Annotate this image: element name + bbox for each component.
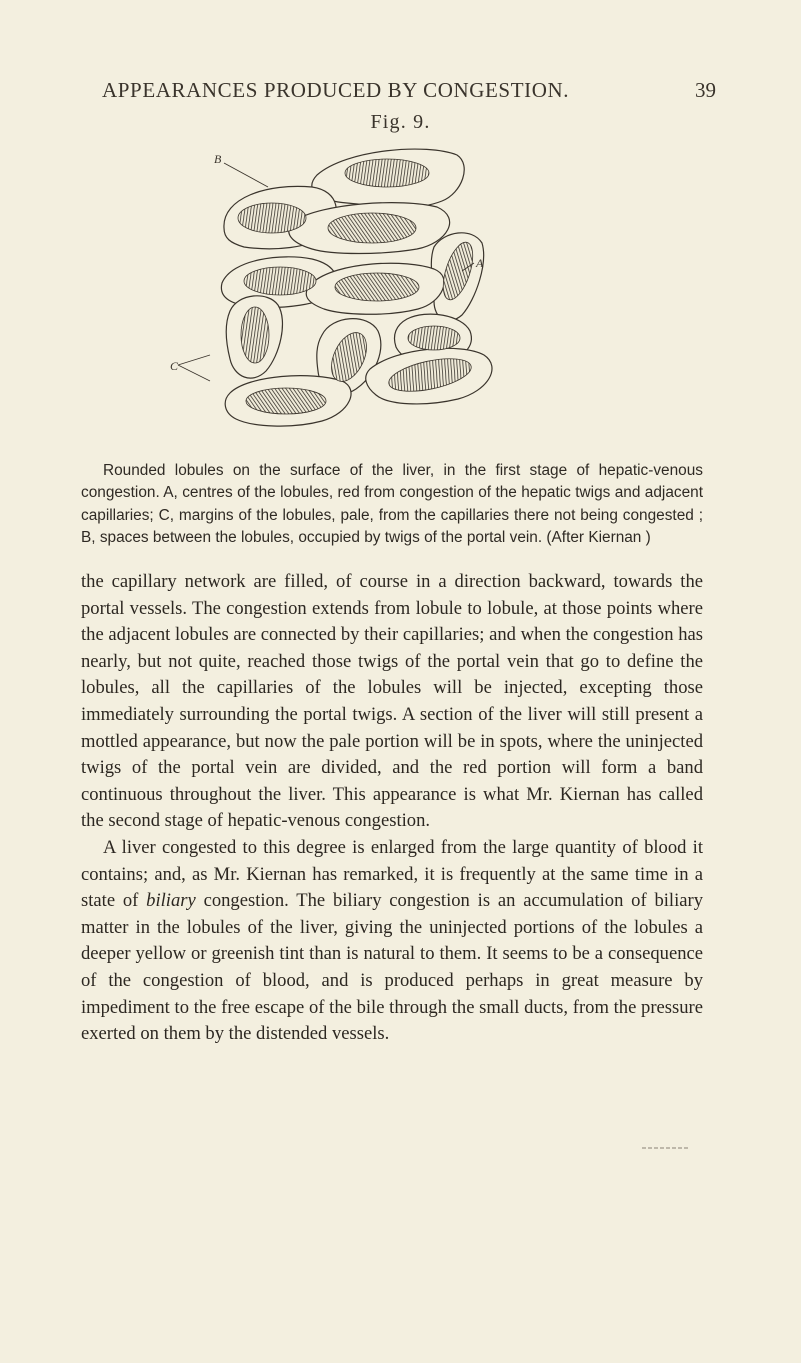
lobule-centre: [345, 159, 429, 187]
body-text: [81, 569, 703, 1048]
lobule-centre: [335, 273, 419, 301]
lobule-centre: [328, 213, 416, 243]
lobule-centre: [241, 307, 269, 363]
paragraph-1: the capillary network are filled, of course in a direction backward, towards the portal vessels. The congestion extends from lobule to lobule, at those points where the adjacent lobules are connected by their capillaries; and when the congestion has nearly, but not quite, reached those twigs of the portal vein that go to define the lobules, all the capillaries of the lobules will be injected, excepting those immediately surrounding the portal twigs. A section of the liver will still present a mottled appearance, but now the pale portion will be in spots, where the uninjected twigs of the portal vein are divided, and the red portion will form a band continuous throughout the liver. This appearance is what Mr. Kiernan has called the second stage of hepatic-venous congestion.: [81, 571, 703, 832]
page-header: [96, 78, 716, 108]
paragraph-2: [81, 835, 703, 1048]
lobule-centre: [246, 388, 326, 414]
paragraph-2-italic: biliary: [146, 890, 196, 912]
figure-label: Fig. 9.: [370, 111, 431, 133]
liver-lobules-figure: [172, 143, 532, 441]
figure-caption: [81, 460, 703, 550]
page-number: 39: [695, 78, 716, 102]
figure-letter-c: C: [170, 359, 179, 373]
running-head: APPEARANCES PRODUCED BY CONGESTION.: [102, 78, 570, 102]
figure-letter-b: B: [214, 152, 222, 166]
lobule-centre: [238, 203, 306, 233]
caption-text: Rounded lobules on the surface of the liver, in the first stage of hepatic-venous congestion. A, centres of the lobules, red from congestion of the hepatic twigs and adjacent capillaries; C, margins of the lobules, pale, from the capillaries there not being congested ; B, spaces between the lobules, occupied by twigs of the portal vein. (After Kiernan ): [81, 462, 703, 547]
paragraph-2-end: congestion. The biliary congestion is an accumulation of biliary matter in the lobules of the liver, giving the uninjected portions of the lobules a deeper yellow or greenish tint than is natural to them. It seems to be a consequence of the congestion of blood, and is produced perhaps in great measure by impediment to the free escape of the bile through the small ducts, from the pressure exerted on them by the distended vessels.: [81, 890, 704, 1045]
lobule-centre: [244, 267, 316, 295]
paragraph-2-start: A liver congested to this degree is enlarged from the large quantity of blood it contains; and, as Mr. Kiernan has remarked, it is frequently at the same time in a state of: [81, 836, 703, 912]
figure-letter-a: A: [476, 256, 484, 270]
end-rule: [642, 1145, 690, 1151]
lobule-centre: [408, 326, 460, 350]
